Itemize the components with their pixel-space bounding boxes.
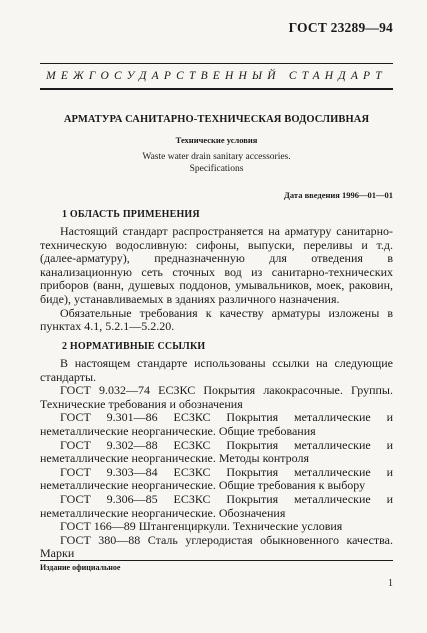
section-1-body — [40, 225, 393, 334]
reference-item: ГОСТ 9.303—84 ЕСЗКС Покрытия металлические и неметаллические неорганические. Общие требования к выбору — [40, 464, 393, 493]
document-title: АРМАТУРА САНИТАРНО-ТЕХНИЧЕСКАЯ ВОДОСЛИВНАЯ — [63, 114, 370, 125]
section-2-body — [40, 357, 393, 561]
english-title — [40, 151, 393, 175]
introduction-date: Дата введения 1996—01—01 — [284, 190, 393, 200]
header-rule-thin — [40, 63, 393, 64]
reference-item: ГОСТ 9.306—85 ЕСЗКС Покрытия металлические и неметаллические неорганические. Обозначения — [40, 491, 393, 520]
english-title-line-2: Specifications — [189, 164, 244, 174]
section-2-heading: 2 НОРМАТИВНЫЕ ССЫЛКИ — [62, 341, 206, 352]
reference-item: ГОСТ 380—88 Сталь углеродистая обыкновенного качества. Марки — [40, 532, 393, 561]
reference-item: ГОСТ 9.032—74 ЕСЗКС Покрытия лакокрасочные. Группы. Технические требования и обозначения — [40, 383, 393, 411]
section-1-heading: 1 ОБЛАСТЬ ПРИМЕНЕНИЯ — [62, 209, 200, 220]
page-number: 1 — [388, 578, 393, 589]
interstate-standard-title: МЕЖГОСУДАРСТВЕННЫЙ СТАНДАРТ — [46, 70, 387, 82]
english-title-line-1: Waste water drain sanitary accessories. — [142, 152, 291, 162]
reference-item: ГОСТ 9.301—86 ЕСЗКС Покрытия металлические и неметаллические неорганические. Общие требования — [40, 410, 393, 438]
gost-number: ГОСТ 23289—94 — [288, 20, 393, 35]
section-1-paragraph: Обязательные требования к качеству арматуры изложены в пунктах 4.1, 5.2.1—5.2.20. — [40, 305, 393, 334]
reference-item: ГОСТ 166—89 Штангенциркули. Технические условия — [60, 519, 343, 534]
header-rule-thick — [40, 88, 393, 90]
reference-item: ГОСТ 9.302—88 ЕСЗКС Покрытия металлические и неметаллические неорганические. Методы контроля — [40, 437, 393, 466]
edition-note: Издание официальное — [40, 563, 121, 572]
section-2-paragraph: В настоящем стандарте использованы ссылки на следующие стандарты. — [40, 356, 393, 384]
section-1-paragraph: Настоящий стандарт распространяется на арматуру санитарно-техническую водосливную: сифоны, выпуски, переливы и т.д. (далее-арматуру), предназначенную для отведения в канализационную сеть сточных вод из санитарно-технических приборов (ванн, душевых поддонов, умывальников, моек, раковин, биде), устанавливаемых в зданиях различного назначения. — [40, 224, 393, 306]
footer-rule — [40, 560, 393, 561]
document-subtitle: Технические условия — [175, 135, 258, 145]
